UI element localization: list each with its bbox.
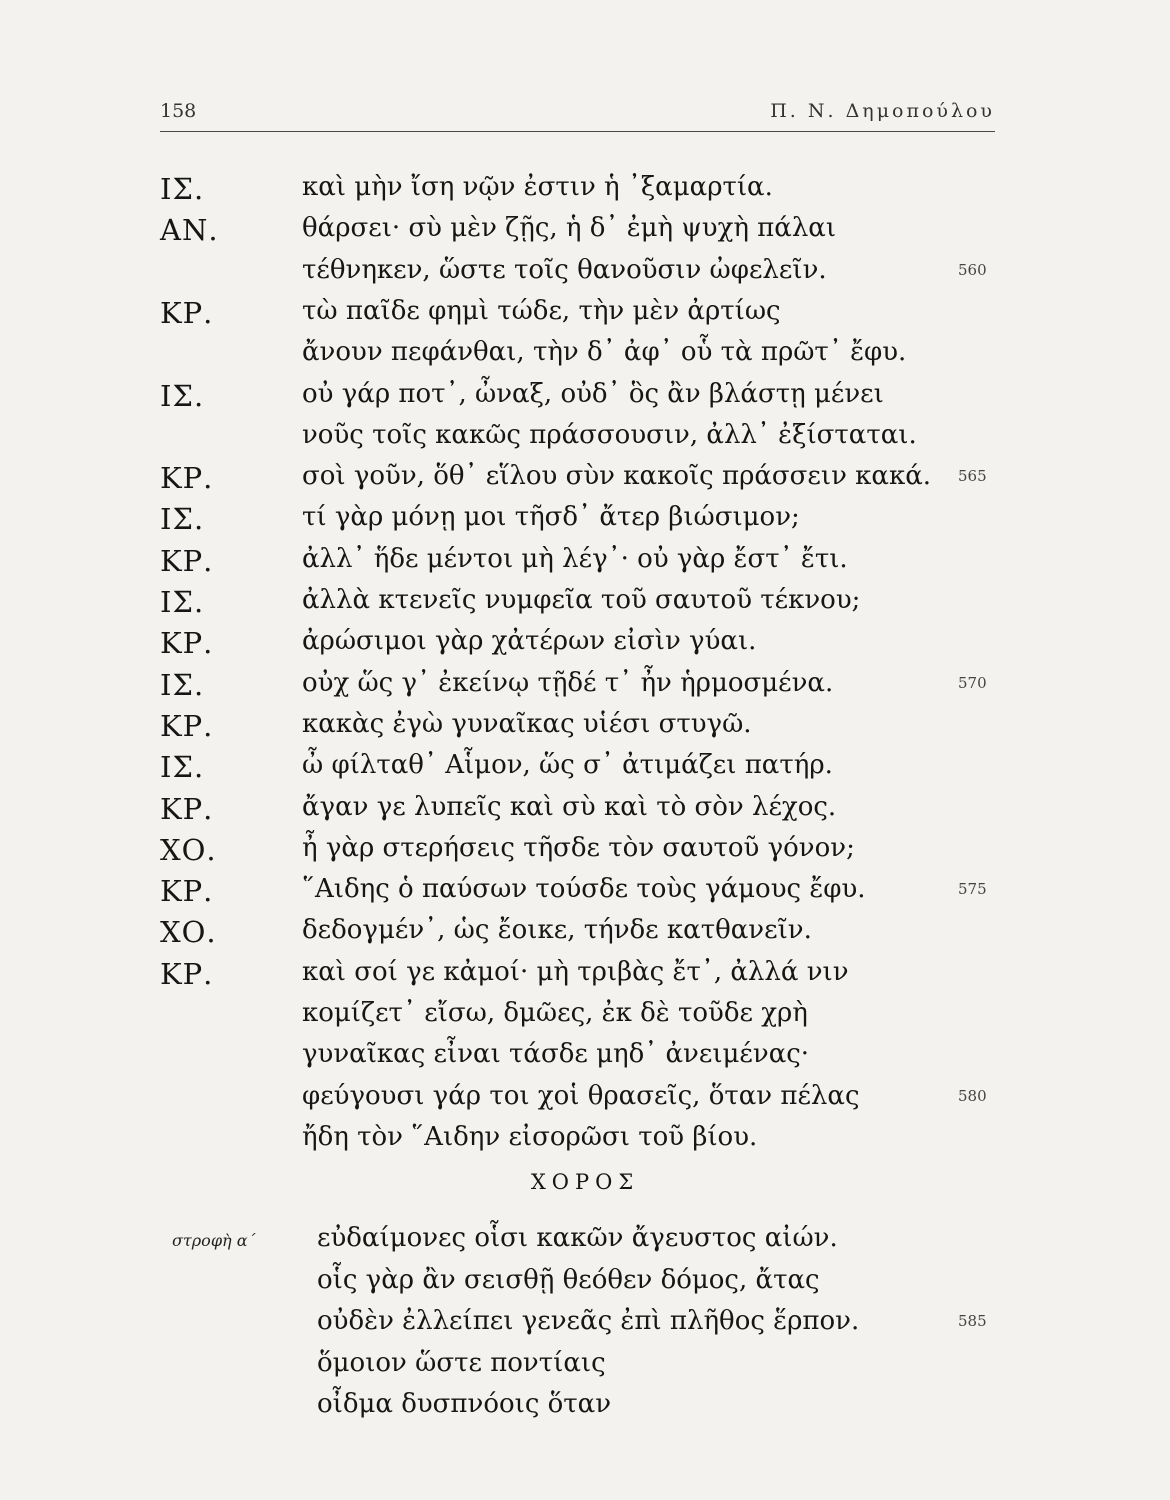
speaker-label: ΚΡ.	[160, 874, 214, 909]
verse-text: τέθνηκεν, ὥστε τοῖς θανοῦσιν ὠφελεῖν.	[302, 254, 827, 285]
verse-text: ἦ γὰρ στερήσεις τῆσδε τὸν σαυτοῦ γόνον;	[302, 832, 855, 863]
line-number: 575	[958, 880, 987, 899]
verse-line	[0, 792, 1170, 832]
verse-text: ἄγαν γε λυπεῖς καὶ σὺ καὶ τὸ σὸν λέχος.	[302, 791, 837, 822]
verse-line	[0, 668, 1170, 708]
verse-line	[0, 502, 1170, 542]
speaker-label: ΙΣ.	[160, 378, 205, 413]
verse-line	[0, 915, 1170, 955]
verse-text: εὐδαίμονες οἷσι κακῶν ἄγευστος αἰών.	[317, 1223, 838, 1253]
speaker-label: ΚΡ.	[160, 791, 214, 826]
speaker-label: ΚΡ.	[160, 295, 214, 330]
chorus-line	[0, 1265, 1170, 1305]
verse-text: οἷς γὰρ ἂν σεισθῇ θεόθεν δόμος, ἄτας	[317, 1264, 820, 1295]
verse-text: ἤδη τὸν ῞Αιδην εἰσορῶσι τοῦ βίου.	[302, 1121, 758, 1152]
line-number: 560	[958, 260, 987, 279]
verse-text: γυναῖκας εἶναι τάσδε μηδ᾿ ἀνειμένας·	[302, 1039, 810, 1070]
verse-line	[0, 172, 1170, 212]
speaker-label: ΙΣ.	[160, 667, 205, 702]
verse-line	[0, 255, 1170, 295]
verse-text: οὐδὲν ἐλλείπει γενεᾶς ἐπὶ πλῆθος ἕρπον.	[317, 1306, 860, 1336]
verse-line	[0, 379, 1170, 419]
verse-text: ἄνουν πεφάνθαι, τὴν δ᾿ ἀφ᾿ οὗ τὰ πρῶτ᾿ ἔφυ.	[302, 337, 907, 368]
verse-text: ὦ φίλταθ᾿ Αἷμον, ὥς σ᾿ ἀτιμάζει πατήρ.	[302, 750, 833, 781]
verse-line	[0, 750, 1170, 790]
verse-line	[0, 420, 1170, 460]
line-number: 580	[958, 1086, 987, 1105]
line-number: 565	[958, 467, 987, 486]
speaker-label: ΑΝ.	[160, 213, 219, 248]
verse-line	[0, 1122, 1170, 1162]
verse-text: σοὶ γοῦν, ὅθ᾿ εἵλου σὺν κακοῖς πράσσειν κακά.	[302, 461, 932, 492]
verse-text: ἀλλ᾿ ἥδε μέντοι μὴ λέγ᾿· οὐ γὰρ ἔστ᾿ ἔτι.	[302, 543, 848, 574]
speaker-label: ΚΡ.	[160, 956, 214, 991]
verse-text: καὶ μὴν ἴση νῷν ἐστιν ἡ ᾿ξαμαρτία.	[302, 172, 773, 202]
verse-text: ῞Αιδης ὁ παύσων τούσδε τοὺς γάμους ἔφυ.	[302, 874, 866, 905]
verse-line	[0, 1039, 1170, 1079]
verse-line	[0, 337, 1170, 377]
verse-line	[0, 544, 1170, 584]
speaker-label: ΙΣ.	[160, 750, 205, 785]
verse-text: καὶ σοί γε κἀμοί· μὴ τριβὰς ἔτ᾿, ἀλλά νιν	[302, 956, 849, 987]
speaker-label: ΚΡ.	[160, 543, 214, 578]
verse-text: οὐχ ὥς γ᾿ ἐκείνῳ τῇδέ τ᾿ ἦν ἡρμοσμένα.	[302, 667, 834, 698]
page-number: 158	[160, 100, 197, 122]
speaker-label: ΧΟ.	[160, 832, 217, 867]
verse-line	[0, 585, 1170, 625]
verse-line	[0, 998, 1170, 1038]
verse-line	[0, 626, 1170, 666]
verse-line	[0, 1081, 1170, 1121]
chorus-line	[0, 1223, 1170, 1263]
verse-line	[0, 833, 1170, 873]
speaker-label: ΧΟ.	[160, 915, 217, 950]
verse-text: τί γὰρ μόνῃ μοι τῆσδ᾿ ἄτερ βιώσιμον;	[302, 502, 800, 533]
verse-line	[0, 874, 1170, 914]
verse-text: φεύγουσι γάρ τοι χοἱ θρασεῖς, ὅταν πέλας	[302, 1080, 860, 1111]
verse-line	[0, 461, 1170, 501]
line-number: 585	[958, 1312, 987, 1330]
chorus-line	[0, 1348, 1170, 1388]
page-header	[160, 98, 995, 132]
verse-line	[0, 296, 1170, 336]
chorus-line	[0, 1306, 1170, 1346]
verse-text: νοῦς τοῖς κακῶς πράσσουσιν, ἀλλ᾿ ἐξίσταται.	[302, 419, 917, 450]
verse-text: ὅμοιον ὥστε ποντίαις	[317, 1347, 606, 1378]
speaker-label: ΚΡ.	[160, 461, 214, 496]
strophe-label: στροφὴ α´	[172, 1231, 256, 1250]
header-rule	[160, 131, 995, 132]
verse-line	[0, 213, 1170, 253]
verse-text: κακὰς ἐγὼ γυναῖκας υἱέσι στυγῶ.	[302, 708, 752, 739]
verse-text: οὐ γάρ ποτ᾿, ὦναξ, οὐδ᾿ ὃς ἂν βλάστῃ μένει	[302, 378, 884, 409]
verse-text: τὼ παῖδε φημὶ τώδε, τὴν μὲν ἀρτίως	[302, 295, 781, 326]
chorus-title: ΧΟΡΟΣ	[530, 1170, 640, 1194]
verse-text: δεδογμέν᾿, ὡς ἔοικε, τήνδε κατθανεῖν.	[302, 915, 812, 946]
speaker-label: ΙΣ.	[160, 585, 205, 619]
speaker-label: ΚΡ.	[160, 626, 214, 661]
chorus-line	[0, 1389, 1170, 1429]
speaker-label: ΙΣ.	[160, 172, 205, 206]
line-number: 570	[958, 673, 987, 692]
verse-text: ἀλλὰ κτενεῖς νυμφεῖα τοῦ σαυτοῦ τέκνου;	[302, 585, 861, 615]
verse-line	[0, 957, 1170, 997]
verse-text: οἶδμα δυσπνόοις ὅταν	[317, 1389, 612, 1419]
verse-text: κομίζετ᾿ εἴσω, δμῶες, ἐκ δὲ τοῦδε χρὴ	[302, 998, 808, 1028]
running-head: Π. Ν. Δημοπούλου	[770, 100, 995, 122]
verse-text: θάρσει· σὺ μὲν ζῇς, ἡ δ᾿ ἐμὴ ψυχὴ πάλαι	[302, 213, 837, 244]
speaker-label: ΚΡ.	[160, 708, 214, 743]
speaker-label: ΙΣ.	[160, 502, 205, 537]
verse-line	[0, 709, 1170, 749]
verse-text: ἀρώσιμοι γὰρ χἀτέρων εἰσὶν γύαι.	[302, 626, 757, 657]
